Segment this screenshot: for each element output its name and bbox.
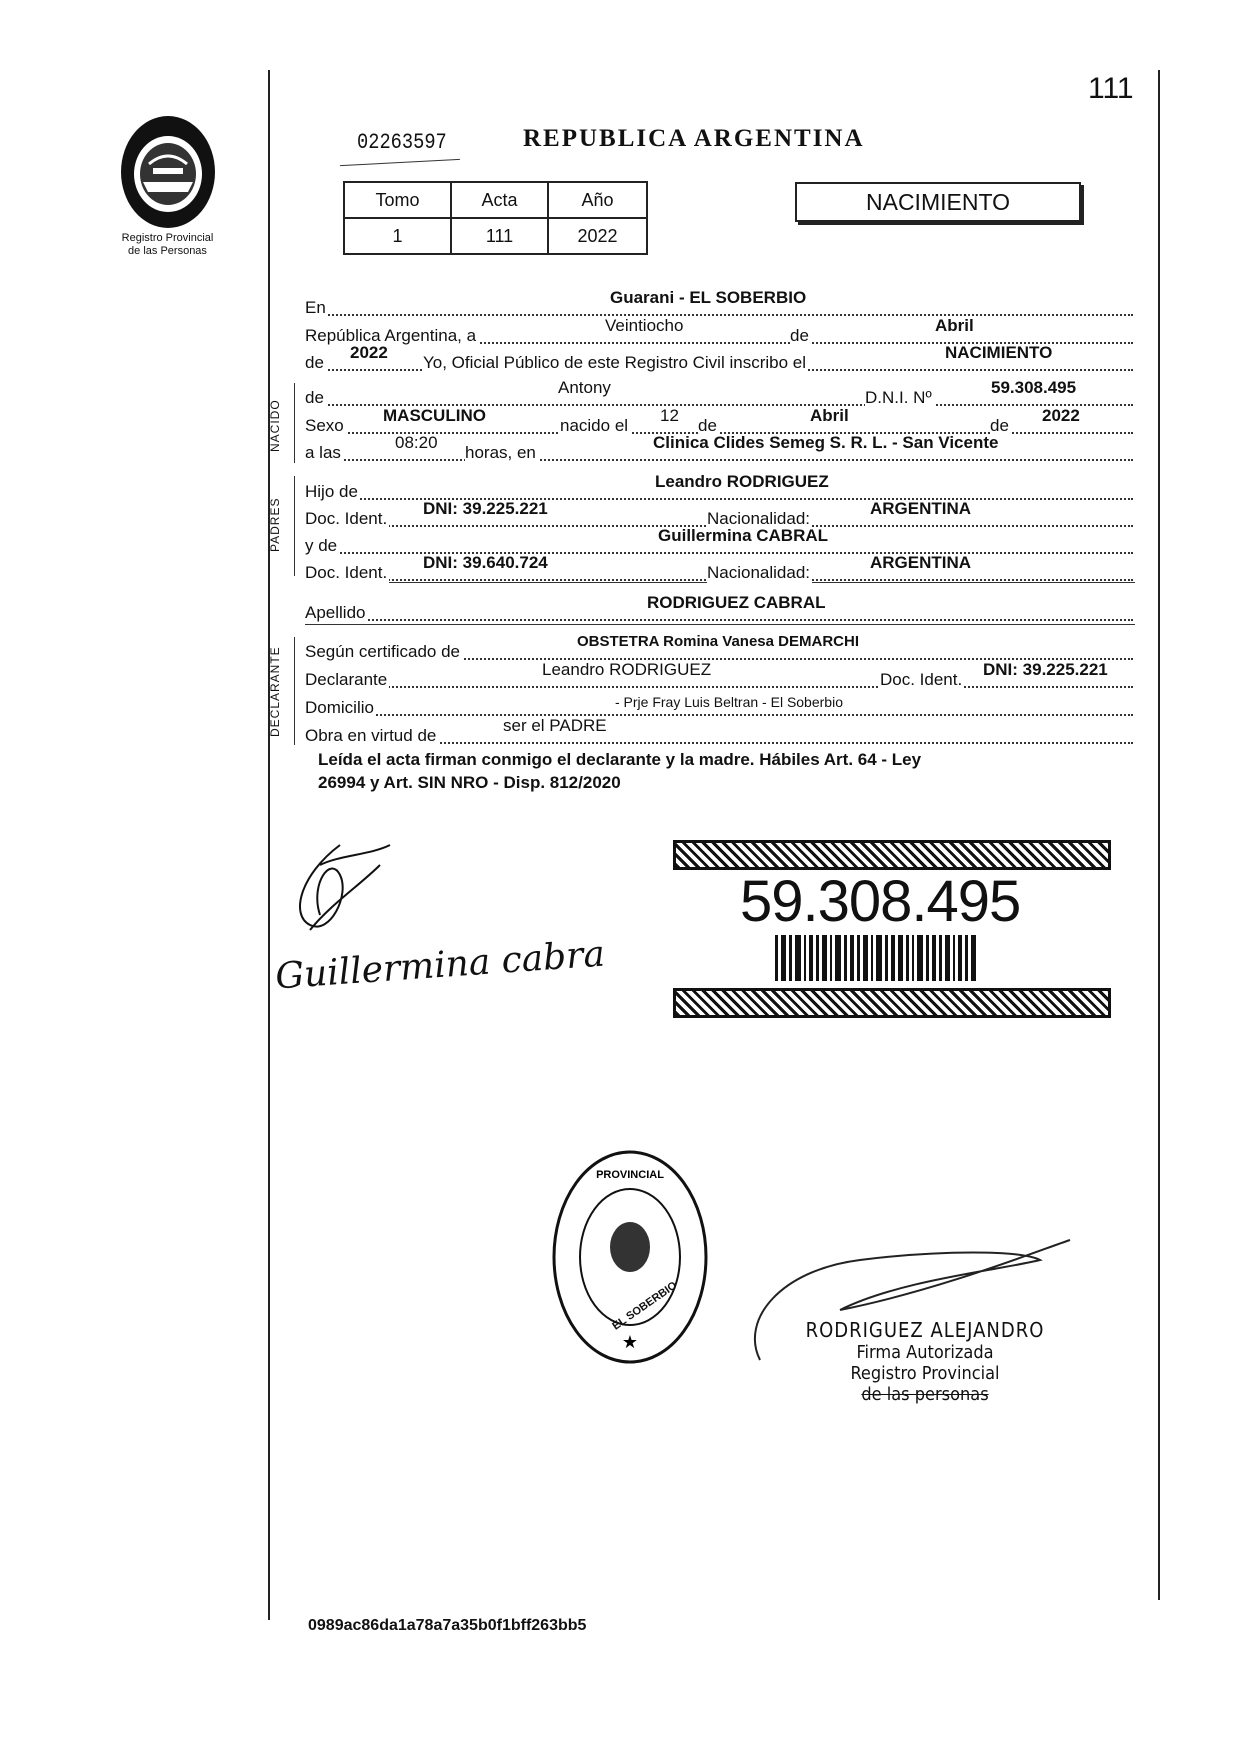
en-value: Guarani - EL SOBERBIO — [610, 288, 807, 307]
svg-text:PROVINCIAL: PROVINCIAL — [596, 1169, 664, 1181]
obra-value: ser el PADRE — [503, 716, 607, 735]
horas-label: horas, en — [465, 443, 536, 462]
doc-label-3: Doc. Ident. — [880, 670, 963, 689]
de-label: de — [790, 326, 809, 345]
official-line3: de las personas — [861, 1384, 989, 1405]
domicilio-label: Domicilio — [305, 698, 374, 717]
official-name: RODRIGUEZ ALEJANDRO — [805, 1318, 1045, 1342]
left-margin-line — [268, 70, 270, 1620]
anio-header: Año — [548, 182, 647, 218]
nombre-label: de — [305, 388, 324, 407]
lugar-value: Clinica Clides Semeg S. R. L. - San Vicente — [653, 433, 999, 452]
row-en — [305, 288, 1135, 318]
dia-nac: 12 — [660, 406, 679, 425]
tomo-value: 1 — [344, 218, 451, 254]
declarante-doc: DNI: 39.225.221 — [983, 660, 1108, 679]
row-declarante — [305, 660, 1135, 690]
anio-letras: 2022 — [350, 343, 388, 362]
doc-label-1: Doc. Ident. — [305, 509, 388, 528]
act-type-label: NACIMIENTO — [866, 189, 1010, 215]
de3-label: de — [698, 416, 717, 435]
madre-value: Guillermina CABRAL — [658, 526, 829, 545]
tomo-header: Tomo — [344, 182, 451, 218]
hora-label: a las — [305, 443, 341, 462]
row-madre-doc — [305, 553, 1135, 583]
madre-doc: DNI: 39.640.724 — [423, 553, 548, 572]
de2-label: de — [305, 353, 324, 372]
form-number: 02263597 — [357, 130, 447, 155]
official-block — [790, 1318, 1060, 1405]
nacido-side-label: NACIDO — [268, 399, 282, 452]
madre-nac: ARGENTINA — [870, 553, 972, 572]
closing-line-2: 26994 y Art. SIN NRO - Disp. 812/2020 — [318, 773, 621, 792]
padres-side-label: PADRES — [268, 497, 282, 552]
domicilio-value: - Prje Fray Luis Beltran - El Soberbio — [615, 694, 843, 710]
certificado-value: OBSTETRA Romina Vanesa DEMARCHI — [577, 633, 859, 650]
declarante-label: Declarante — [305, 670, 388, 689]
republica-label: República Argentina, a — [305, 326, 477, 345]
oficial-text: Yo, Oficial Público de este Registro Civil inscribo el — [423, 353, 806, 372]
logo-caption-line1: Registro Provincial — [121, 232, 214, 244]
right-margin-line — [1158, 70, 1160, 1600]
seal-icon — [550, 1148, 710, 1366]
dni-stamp-bottom-band — [673, 988, 1111, 1018]
acta-header: Acta — [451, 182, 548, 218]
signature-scribble — [280, 835, 440, 955]
hora-value: 08:20 — [395, 433, 438, 452]
padres-bracket — [294, 476, 295, 576]
seal-inner-text: EL SOBERBIO — [610, 1279, 680, 1333]
province-logo — [113, 112, 223, 232]
dni-label: D.N.I. Nº — [865, 388, 932, 407]
yde-label: y de — [305, 536, 338, 555]
page-number: 111 — [1088, 72, 1134, 105]
nacido-bracket — [294, 383, 295, 463]
de4-label: de — [990, 416, 1009, 435]
dni-stamp-top-band — [673, 840, 1111, 870]
apellido-label: Apellido — [305, 603, 366, 622]
anio-value: 2022 — [548, 218, 647, 254]
nacido-label: nacido el — [560, 416, 629, 435]
registry-seal — [550, 1148, 710, 1366]
padre-nac: ARGENTINA — [870, 499, 972, 518]
row-oficial — [305, 343, 1135, 373]
en-label: En — [305, 298, 326, 317]
padre-value: Leandro RODRIGUEZ — [655, 472, 829, 491]
declarante-bracket — [294, 637, 295, 745]
row-certificado — [305, 633, 1135, 662]
anio-nac: 2022 — [1042, 406, 1080, 425]
dni-barcode — [775, 935, 1015, 981]
row-obra — [305, 716, 1135, 746]
certificado-label: Según certificado de — [305, 642, 460, 661]
act-type-box — [795, 182, 1081, 222]
declarante-value: Leandro RODRIGUEZ — [542, 660, 712, 679]
row-hora — [305, 433, 1135, 463]
logo-caption — [95, 232, 240, 258]
closing-text — [318, 748, 921, 794]
misiones-shield-icon — [113, 112, 223, 232]
acto-value: NACIMIENTO — [945, 343, 1053, 362]
dni-value: 59.308.495 — [991, 378, 1077, 397]
row-apellido — [305, 593, 1135, 623]
dia-letras: Veintiocho — [605, 316, 684, 335]
logo-caption-line2: de las Personas — [128, 245, 207, 257]
nombre-value: Antony — [558, 378, 611, 397]
registry-table — [343, 181, 648, 255]
country-title: REPUBLICA ARGENTINA — [523, 125, 865, 152]
acta-value: 111 — [451, 218, 548, 254]
padre-doc: DNI: 39.225.221 — [423, 499, 548, 518]
mes-nac: Abril — [810, 406, 849, 425]
row-domicilio — [305, 692, 1135, 718]
mother-signature-name: Guillermina cabra — [273, 933, 607, 998]
official-line2: Registro Provincial — [850, 1363, 1000, 1384]
official-line1: Firma Autorizada — [856, 1342, 994, 1363]
row-nombre — [305, 378, 1135, 408]
apellido-value: RODRIGUEZ CABRAL — [647, 593, 826, 612]
closing-line-1: Leída el acta firman conmigo el declarante y la madre. Hábiles Art. 64 - Ley — [318, 750, 922, 769]
obra-label: Obra en virtud de — [305, 726, 437, 745]
doc-label-2: Doc. Ident. — [305, 563, 388, 582]
mes-letras: Abril — [935, 316, 974, 335]
nac-label-2: Nacionalidad: — [707, 563, 811, 582]
nac-label-1: Nacionalidad: — [707, 509, 811, 528]
svg-text:★: ★ — [621, 1332, 639, 1352]
document-hash: 0989ac86da1a78a7a35b0f1bff263bb5 — [308, 1617, 587, 1634]
sexo-value: MASCULINO — [383, 406, 486, 425]
hijo-label: Hijo de — [305, 482, 358, 501]
sexo-label: Sexo — [305, 416, 344, 435]
dni-stamp-number: 59.308.495 — [740, 869, 1021, 934]
form-number-underline — [340, 159, 460, 166]
declarante-side-label: DECLARANTE — [268, 646, 282, 737]
